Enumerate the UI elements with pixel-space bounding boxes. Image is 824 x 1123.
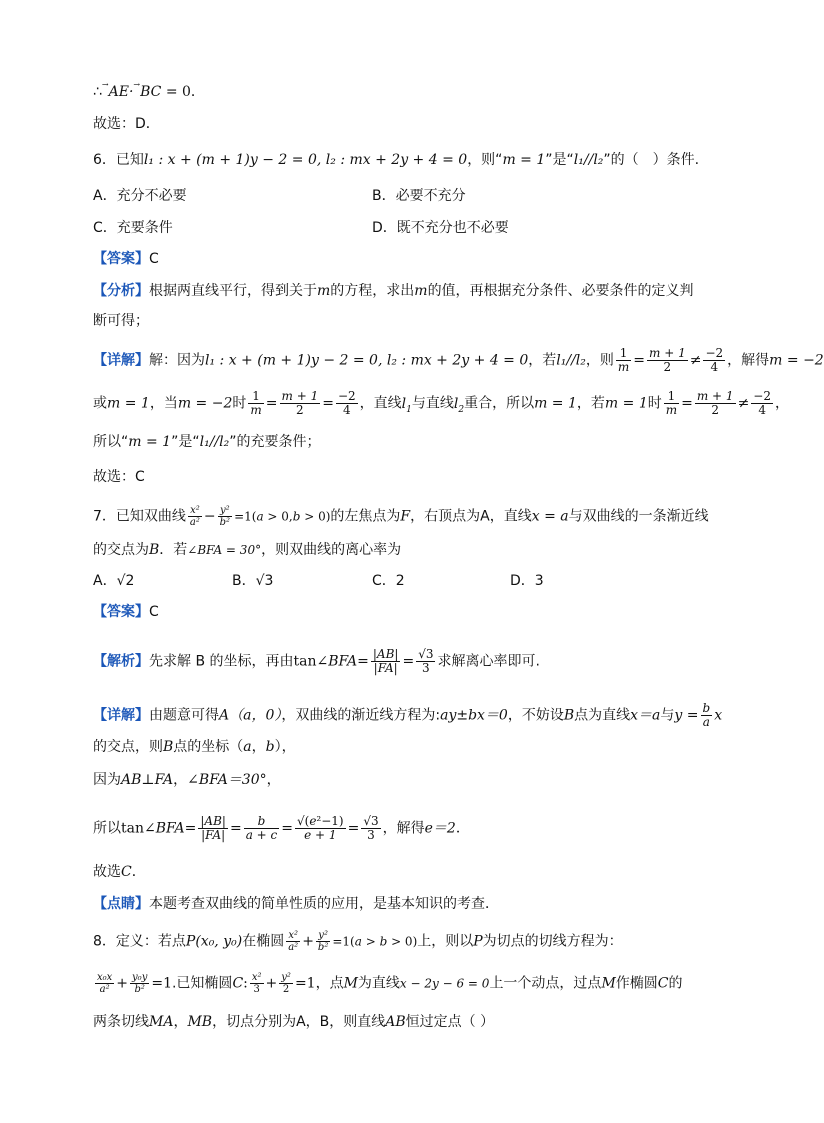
q6-choose: 故选：C	[93, 469, 145, 485]
q6-answer: 【答案】C	[93, 251, 159, 267]
q6-analysis-cont: 断可得；	[93, 313, 149, 329]
vector-bc: BC	[140, 84, 162, 100]
q6-option-c: C．充要条件	[93, 220, 173, 236]
q7-detail-line1: 【详解】由题意可得A（a，0），双曲线的渐近线方程为:ay±bx＝0，不妨设B点为直线x＝a与y = $\frac{b}{a}$ x	[93, 701, 723, 729]
q6-detail-line3: 所以“m = 1”是“l₁//l₂”的充要条件；	[93, 434, 321, 450]
q7-detail-line3: 因为AB⊥FA，∠BFA＝30°，	[93, 772, 281, 788]
line-conclusion: ∴→AE·→BC = 0．	[93, 80, 205, 100]
q7-detail-line2: 的交点，则B点的坐标（a，b），	[93, 739, 296, 755]
q6-option-b: B．必要不充分	[372, 188, 466, 204]
question-7: 7．已知双曲线 $\frac{\text{x²}}{\text{a²}}$ − $\frac{\text{y²}}{\text{b²}}$ =1(a > 0,b > 0)的左焦点为F，右顶点为A，直线x = a与双曲线的一条渐近线	[93, 505, 709, 528]
q6-detail-line2: 或m = 1，当m = −2时 $\frac{1}{m}$ = $\frac{m + 1}{2}$ = $\frac{-2}{4}$ ，直线$l_1$与直线$l_2$重合，所以m = 1，若m = 1时 $\frac{1}{m}$ = $\frac{m + 1}{2}$ ≠ $\frac{-2}{4}$ ，	[93, 389, 789, 417]
choose-d: 故选：D．	[93, 116, 160, 132]
q7-detail-line4: 所以tan∠BFA= $\frac{|AB|}{|FA|}$ = $\frac{b}{a + c}$ = $\frac{\text{√(e²−1)}}{e + 1}$ = $\frac{√3}{3}$ ，解得e＝2．	[93, 814, 470, 842]
q6-option-a: A．充分不必要	[93, 188, 187, 204]
question-8-line3: 两条切线MA，MB，切点分别为A，B，则直线AB恒过定点（ ）	[93, 1014, 495, 1030]
q7-answer: 【答案】C	[93, 604, 159, 620]
q7-option-b: B．√3	[232, 573, 274, 589]
question-8: 8．定义：若点P(x₀, y₀)在椭圆 $\frac{\text{x²}}{\text{a²}}$ + $\frac{\text{y²}}{\text{b²}}$ =1(a > b > 0)上，则以P为切点的切线方程为：	[93, 930, 623, 953]
q7-option-a: A．√2	[93, 573, 135, 589]
question-7-cont: 的交点为B．若∠BFA = 30°，则双曲线的离心率为	[93, 542, 402, 558]
q7-analysis: 【解析】先求解 B 的坐标，再由tan∠BFA= $\frac{|AB|}{|FA|}$ = $\frac{√3}{3}$ 求解离心率即可.	[93, 647, 540, 675]
q6-analysis: 【分析】根据两直线平行，得到关于m的方程，求出m的值，再根据充分条件、必要条件的定义判	[93, 283, 694, 299]
q7-option-c: C．2	[372, 573, 405, 589]
q7-option-d: D．3	[510, 573, 544, 589]
q7-comment: 【点睛】本题考查双曲线的简单性质的应用，是基本知识的考查．	[93, 896, 499, 912]
q7-choose: 故选C．	[93, 864, 146, 880]
q6-option-d: D．既不充分也不必要	[372, 220, 509, 236]
question-6: 6．已知l₁ : x + (m + 1)y − 2 = 0, l₂ : mx + 2y + 4 = 0，则“m = 1”是“l₁//l₂”的（ ）条件.	[93, 152, 700, 168]
question-8-line2: $\frac{\text{x₀x}}{\text{a²}}$ + $\frac{\text{y₀y}}{\text{b²}}$ =1.已知椭圆C: $\frac{\text{x²}}{3}$ + $\frac{\text{y²}}{2}$ =1，点M为直线x − 2y − 6 = 0上一个动点，过点M作椭圆C的	[97, 972, 683, 995]
vector-ae: AE	[108, 84, 129, 100]
q6-detail-line1: 【详解】解：因为l₁ : x + (m + 1)y − 2 = 0, l₂ : mx + 2y + 4 = 0，若l₁//l₂，则 $\frac{1}{m}$ = $\frac{m + 1}{2}$ ≠ $\frac{-2}{4}$ ，解得m = −2	[93, 346, 824, 374]
